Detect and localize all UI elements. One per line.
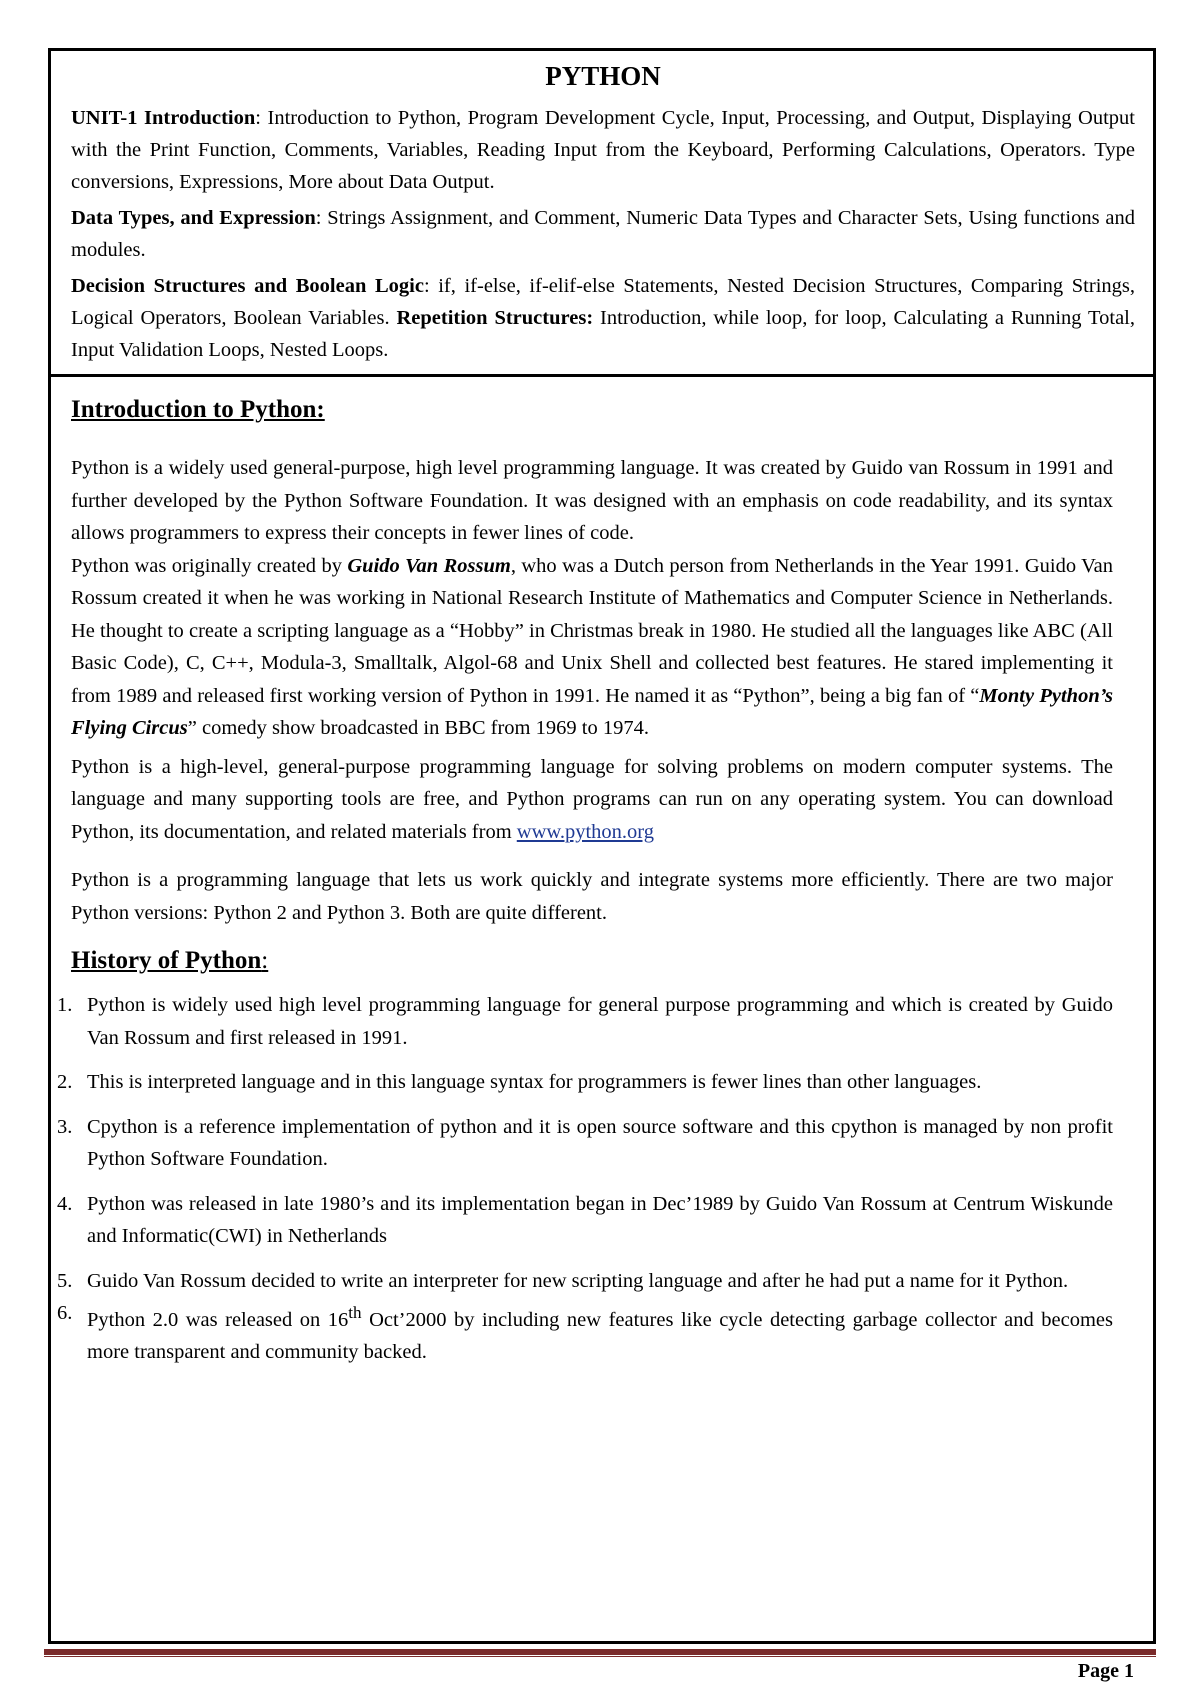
list-number: 2. xyxy=(57,1071,73,1093)
intro-paragraph-4: Python is a programming language that lets us work quickly and integrate systems more efficiently. There are two major Python versions: Python 2 and Python 3. Both are quite different. xyxy=(71,869,1113,924)
repetition-label: Repetition Structures: xyxy=(396,307,594,329)
intro-p2-text-c: ” comedy show broadcasted in BBC from 1969 to 1974. xyxy=(187,717,649,739)
intro-paragraph-3 xyxy=(71,751,1113,849)
data-types-label: Data Types, and Expression xyxy=(71,207,316,229)
list-number: 3. xyxy=(57,1115,73,1138)
list-item xyxy=(57,1111,1113,1176)
list-item xyxy=(57,1265,1113,1298)
decision-paragraph xyxy=(71,270,1135,366)
list-item-text: Python is widely used high level programming language for general purpose programming and which is created by Guido Van Rossum and first released in 1991. xyxy=(87,994,1113,1049)
footer-rule xyxy=(44,1649,1156,1655)
main-content xyxy=(57,396,1114,1369)
list-item-text-a: Python 2.0 was released on 16 xyxy=(87,1308,349,1331)
history-list xyxy=(57,989,1114,1369)
intro-paragraph-2 xyxy=(71,550,1113,745)
decision-label: Decision Structures and Boolean Logic xyxy=(71,275,424,297)
intro-p2-text-a: Python was originally created by xyxy=(71,554,348,577)
page-title: PYTHON xyxy=(545,61,661,91)
intro-heading: Introduction to Python: xyxy=(71,396,325,423)
decision-text: : if, if-else, if-elif-else Statements, Nested Decision Structures, Comparing Strings, Logical Operators, Boolean Variables. xyxy=(71,275,1135,329)
list-item xyxy=(57,989,1113,1054)
list-item-text: This is interpreted language and in this language syntax for programmers is fewer lines than other languages. xyxy=(87,1071,982,1093)
list-number: 4. xyxy=(57,1192,73,1215)
list-number: 6. xyxy=(57,1302,73,1324)
unit1-paragraph xyxy=(71,102,1135,198)
list-item-text: Guido Van Rossum decided to write an interpreter for new scripting language and after he had put a name for it Python. xyxy=(87,1269,1069,1292)
repetition-text: Introduction, while loop, for loop, Calculating a Running Total, Input Validation Loops, Nested Loops. xyxy=(71,307,1135,361)
list-item xyxy=(57,1297,1114,1369)
history-heading xyxy=(71,947,1113,975)
data-types-text: : Strings Assignment, and Comment, Numeric Data Types and Character Sets, Using functions and modules. xyxy=(71,207,1135,261)
list-number: 1. xyxy=(57,994,73,1016)
unit1-label: UNIT-1 Introduction xyxy=(71,107,256,129)
page-number: Page 1 xyxy=(1077,1660,1134,1682)
list-item xyxy=(57,1188,1113,1253)
syllabus-box xyxy=(51,51,1153,377)
data-types-paragraph xyxy=(71,202,1135,266)
superscript-th: th xyxy=(348,1303,362,1322)
footer-rule-thin xyxy=(44,1656,1156,1657)
intro-p2-text-b: , who was a Dutch person from Netherlands in the Year 1991. Guido Van Rossum created it when he was working in National Research Institute of Mathematics and Computer Science in Netherlands. He thought to create a scripting language as a “Hobby” in Christmas break in 1980. He studied all the languages like ABC (All Basic Code), C, C++, Modula-3, Smalltalk, Algol-68 and Unix Shell and collected best features. He stared implementing it from 1989 and released first working version of Python in 1991. He named it as “Python”, being a big fan of “ xyxy=(71,554,1113,707)
intro-p3-text: Python is a high-level, general-purpose programming language for solving problems on modern computer systems. The language and many supporting tools are free, and Python programs can run on any operating system. You can download Python, its documentation, and related materials from xyxy=(71,755,1113,843)
show-name: Monty Python’s Flying Circus xyxy=(71,684,1113,739)
list-item-text-b: Oct’2000 by including new features like cycle detecting garbage collector and becomes more transparent and community backed. xyxy=(87,1308,1114,1364)
history-heading-colon: : xyxy=(261,947,269,974)
list-item-text: Cpython is a reference implementation of python and it is open source software and this cpython is managed by non profit Python Software Foundation. xyxy=(87,1115,1113,1170)
unit1-text: : Introduction to Python, Program Development Cycle, Input, Processing, and Output, Displaying Output with the Print Function, Comments, Variables, Reading Input from the Keyboard, Performing Calculations, Operators. Type conversions, Expressions, More about Data Output. xyxy=(71,107,1135,193)
python-org-link[interactable]: www.python.org xyxy=(516,820,654,843)
list-item-text: Python was released in late 1980’s and its implementation began in Dec’1989 by Guido Van Rossum at Centrum Wiskunde and Informatic(CWI) in Netherlands xyxy=(87,1192,1113,1247)
list-number: 5. xyxy=(57,1269,73,1292)
history-heading-text: History of Python xyxy=(71,947,262,974)
author-name: Guido Van Rossum xyxy=(347,554,511,577)
list-item xyxy=(57,1066,1113,1099)
intro-paragraph-1: Python is a widely used general-purpose, high level programming language. It was created by Guido van Rossum in 1991 and further developed by the Python Software Foundation. It was designed with an emphasis on code readability, and its syntax allows programmers to express their concepts in fewer lines of code. xyxy=(71,457,1113,544)
page-frame xyxy=(48,48,1156,1644)
